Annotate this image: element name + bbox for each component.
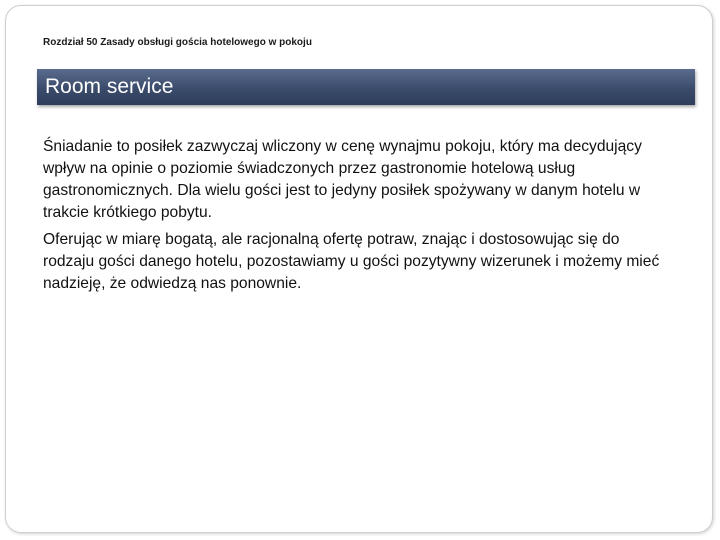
- paragraph-2: Oferując w miarę bogatą, ale racjonalną ofertę potraw, znając i dostosowując się do rodzaju gości danego hotelu, pozostawiamy u gości pozytywny wizerunek i możemy mieć nadzieję, że odwiedzą nas ponownie.: [43, 231, 660, 292]
- slide: [5, 5, 713, 533]
- title-bar: [37, 69, 695, 105]
- paragraph-1: Śniadanie to posiłek zazwyczaj wliczony w cenę wynajmu pokoju, który ma decydujący wpływ na opinie o poziomie świadczonych przez gastronomie hotelową usług gastronomicznych. Dla wielu gości jest to jedyny posiłek spożywany w danym hotelu w trakcie krótkiego pobytu.: [43, 138, 642, 221]
- slide-title: Room service: [45, 75, 174, 98]
- chapter-header: Rozdział 50 Zasady obsługi gościa hotelowego w pokoju: [43, 37, 312, 48]
- body-content: [43, 136, 663, 300]
